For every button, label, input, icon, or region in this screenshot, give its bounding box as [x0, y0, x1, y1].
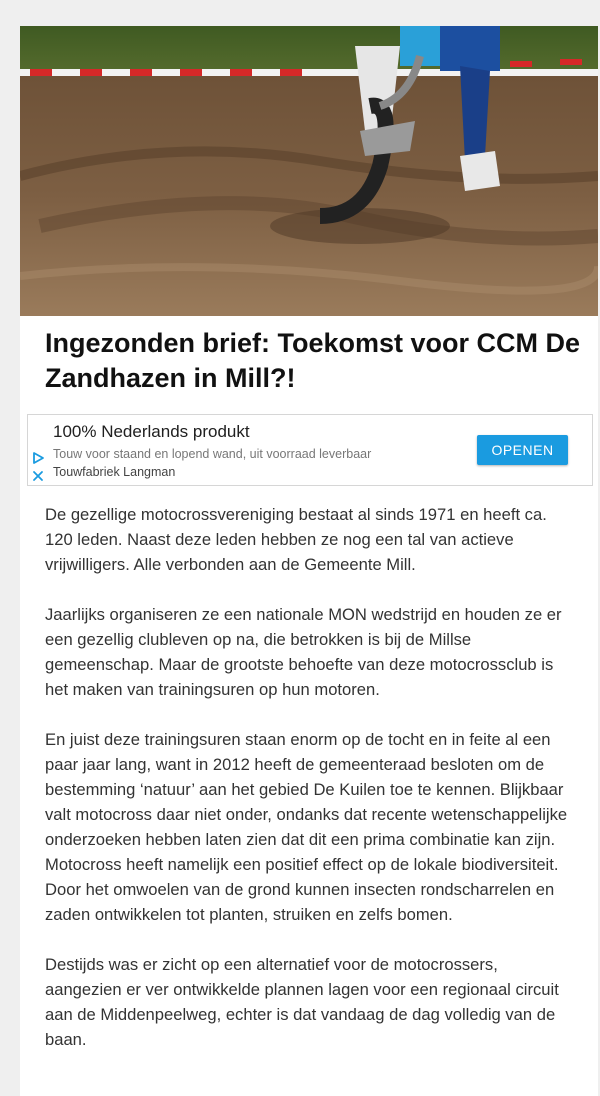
motocross-photo — [20, 26, 598, 316]
ad-headline[interactable]: 100% Nederlands produkt — [53, 422, 250, 441]
article-body — [45, 502, 575, 1077]
article-title: Ingezonden brief: Toekomst voor CCM De Zandhazen in Mill?! — [45, 328, 581, 393]
adchoices-play-icon[interactable] — [31, 451, 45, 465]
article-paragraph: En juist deze trainingsuren staan enorm op de tocht en in feite al een paar jaar lang, want in 2012 heeft de gemeenteraad besloten om de bestemming ‘natuur’ aan het gebied De Kuilen toe te kennen. Blijkbaar valt motocross daar niet onder, ondanks dat recente wetenschappelijke onderzoeken hebben laten zien dat dit een prima combinatie kan zijn. Motocross heeft namelijk een positief effect op de lokale biodiversiteit. Door het omwoelen van de grond kunnen insecten rondscharrelen en zaden ontwikkelen tot planten, struiken en zelfs bomen. — [45, 730, 568, 924]
article-paragraph: De gezellige motocrossvereniging bestaat al sinds 1971 en heeft ca. 120 leden. Naast deze leden hebben ze nog een tal van actieve vrijwilligers. Alle verbonden aan de Gemeente Mill. — [45, 505, 547, 574]
ad-description[interactable]: Touw voor staand en lopend wand, uit voorraad leverbaar — [53, 447, 372, 461]
hero-image — [20, 26, 598, 316]
ad-open-button[interactable]: OPENEN — [477, 435, 568, 465]
article-paragraph: Jaarlijks organiseren ze een nationale MON wedstrijd en houden ze er een gezellig clubleven op na, die betrokken is bij de Millse gemeenschap. Maar de grootste behoefte van deze motocrossclub is het maken van trainingsuren op hun motoren. — [45, 605, 562, 699]
ad-banner[interactable] — [27, 414, 593, 486]
article-paragraph: Destijds was er zicht op een alternatief voor de motocrossers, aangezien er ver ontwikkelde plannen lagen voor een regionaal circuit aan de Middenpeelweg, echter is dat vandaag de dag volledig van de baan. — [45, 955, 559, 1049]
close-icon[interactable] — [31, 469, 45, 483]
ad-advertiser[interactable]: Touwfabriek Langman — [53, 465, 176, 479]
article-page — [20, 26, 598, 1096]
